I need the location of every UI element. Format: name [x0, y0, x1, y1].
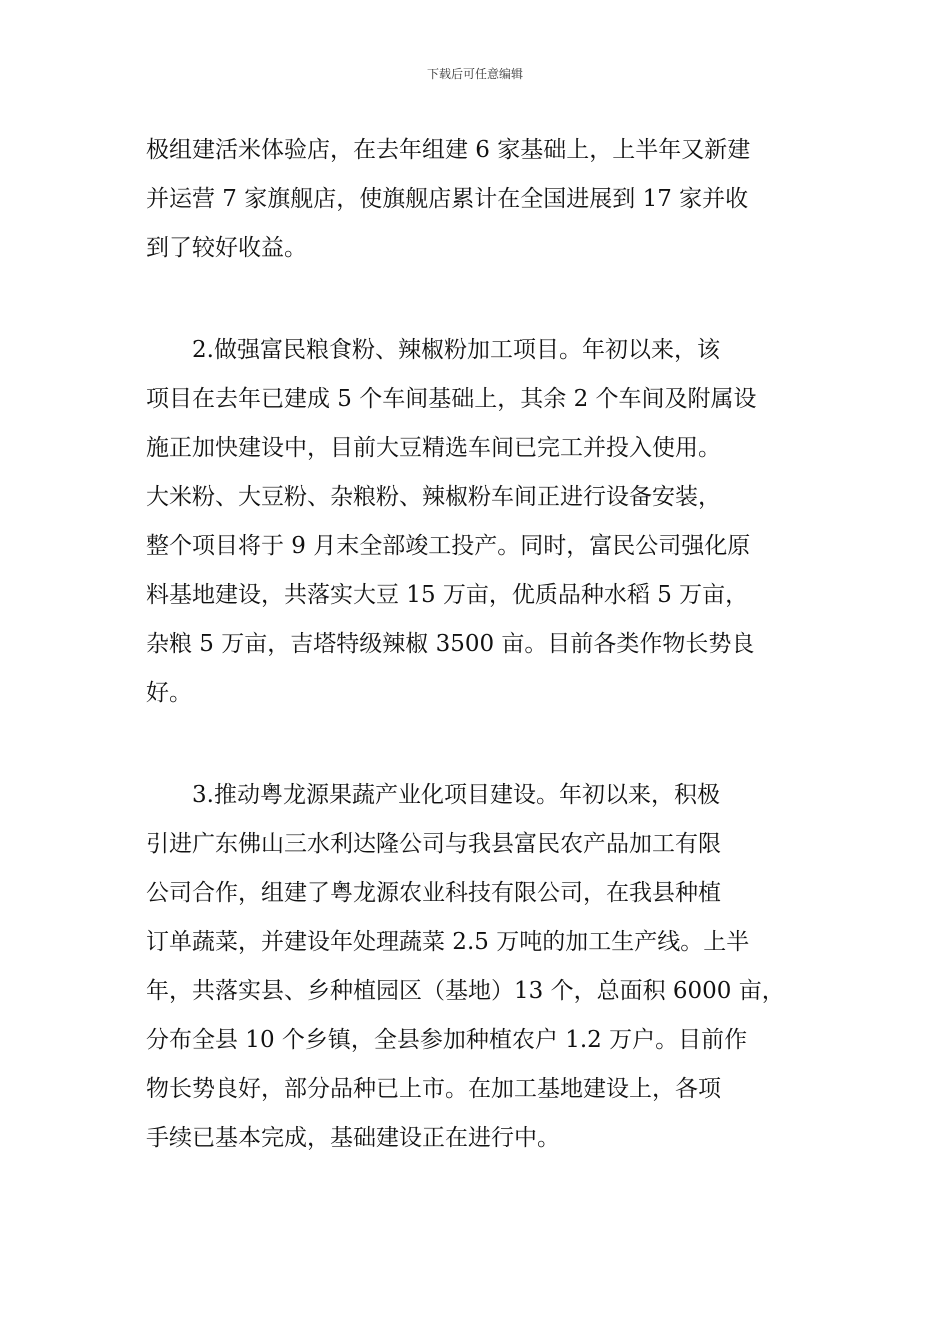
page-header: 下载后可任意编辑: [426, 67, 523, 81]
text-line: 大米粉、大豆粉、杂粮粉、辣椒粉车间正进行设备安装，: [146, 484, 721, 510]
text-line: 物长势良好，部分品种已上市。在加工基地建设上，各项: [146, 1076, 721, 1102]
text-line: 手续已基本完成，基础建设正在进行中。: [146, 1125, 560, 1151]
text-line: 年，共落实县、乡种植园区（基地）13 个，总面积 6000 亩，: [146, 978, 785, 1004]
text-line: 3.推动粤龙源果蔬产业化项目建设。年初以来，积极: [146, 782, 720, 808]
text-line: 2.做强富民粮食粉、辣椒粉加工项目。年初以来，该: [146, 337, 720, 363]
text-line: 项目在去年已建成 5 个车间基础上，其余 2 个车间及附属设: [146, 386, 757, 412]
text-line: 到了较好收益。: [146, 235, 307, 261]
text-line: 整个项目将于 9 月末全部竣工投产。同时，富民公司强化原: [146, 533, 751, 559]
text-line: 分布全县 10 个乡镇，全县参加种植农户 1.2 万户。目前作: [146, 1027, 748, 1053]
text-line: 施正加快建设中，目前大豆精选车间已完工并投入使用。: [146, 435, 721, 461]
text-line: 杂粮 5 万亩，吉塔特级辣椒 3500 亩。目前各类作物长势良: [146, 631, 755, 657]
text-line: 订单蔬菜，并建设年处理蔬菜 2.5 万吨的加工生产线。上半: [146, 929, 750, 955]
text-line: 好。: [146, 680, 192, 706]
text-line: 公司合作，组建了粤龙源农业科技有限公司，在我县种植: [146, 880, 721, 906]
text-line: 并运营 7 家旗舰店，使旗舰店累计在全国进展到 17 家并收: [146, 186, 749, 212]
text-line: 引进广东佛山三水利达隆公司与我县富民农产品加工有限: [146, 831, 721, 857]
text-line: 料基地建设，共落实大豆 15 万亩，优质品种水稻 5 万亩，: [146, 582, 749, 608]
text-line: 极组建活米体验店，在去年组建 6 家基础上，上半年又新建: [146, 137, 751, 163]
